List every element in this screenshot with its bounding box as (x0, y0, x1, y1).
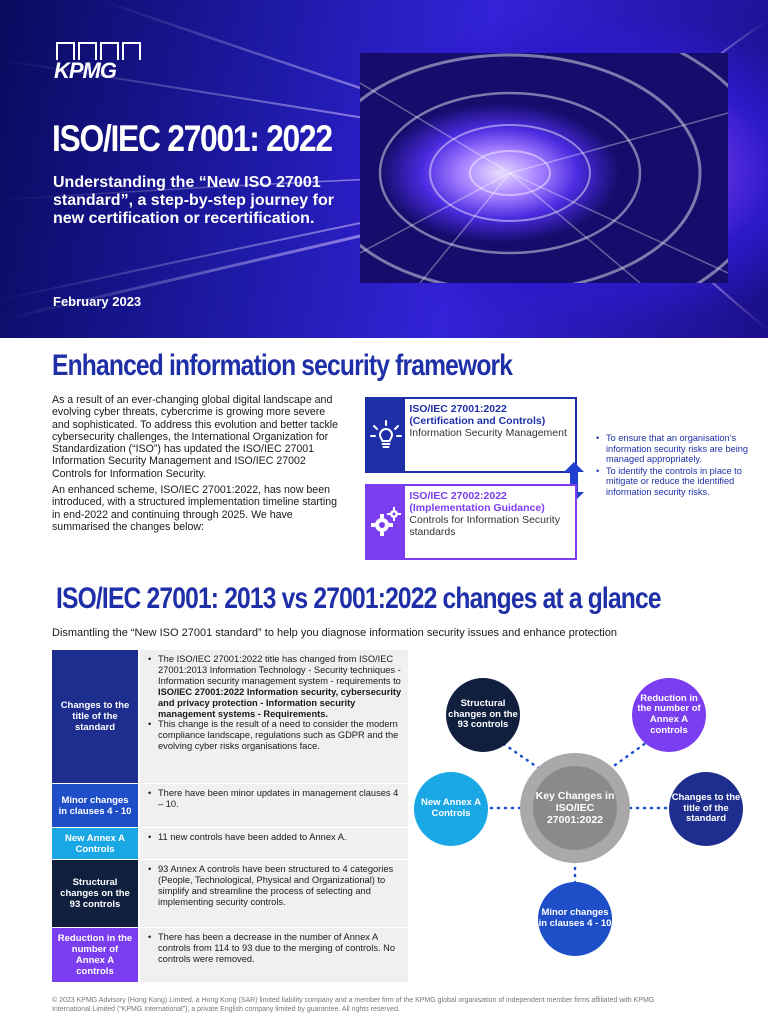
diagram-node-label: New Annex A Controls (420, 797, 481, 819)
framework-purpose-list (596, 433, 758, 499)
kpmg-logo-text: KPMG (54, 58, 116, 83)
change-description (138, 650, 408, 783)
section-intro: Dismantling the “New ISO 27001 standard” to help you diagnose information security issues and enhance protection (52, 627, 617, 639)
framework-desc: Controls for Information Security standards (409, 514, 560, 538)
section-heading-changes: ISO/IEC 27001: 2013 vs 27001:2022 changes at a glance (56, 582, 661, 615)
changes-table-row (52, 928, 408, 983)
framework-title: ISO/IEC 27002:2022 (Implementation Guidance) (409, 490, 545, 514)
change-description-item: • There have been minor updates in management clauses 4 – 10. (148, 788, 402, 810)
footer-copyright: © 2023 KPMG Advisory (Hong Kong) Limited, a Hong Kong (SAR) limited liability company and a member firm of the KPMG global organisation of independent member firms affiliated with KPMG International Limited (“KPMG International”), a private English company limited by guarantee. All rights reserved. (52, 997, 655, 1013)
page-subtitle: Understanding the “New ISO 27001 standard”, a step-by-step journey for new certification or recertification. (53, 174, 334, 227)
publication-date: February 2023 (53, 294, 142, 309)
change-category-label: New Annex A Controls (52, 828, 138, 859)
changes-table-row (52, 650, 408, 784)
section-heading-framework: Enhanced information security framework (52, 349, 513, 382)
changes-table-row (52, 828, 408, 860)
lightbulb-gear-icon (367, 399, 405, 471)
change-category-label: Reduction in the number of Annex A controls (52, 928, 138, 982)
change-description (138, 928, 408, 982)
change-description (138, 860, 408, 927)
change-description-item: • There has been a decrease in the number of Annex A controls from 114 to 93 due to the merging of controls. No controls were removed. (148, 932, 402, 965)
intro-paragraph: As a result of an ever-changing global digital landscape and evolving cyber threats, cybercrime is growing more severe and sophisticated. To address this evolution and better tackle cybersecurity challenges, the International Organization for Standardization (“ISO”) has updated the ISO/IEC 27001 Information Security Management and ISO/IEC 27002 Controls for Information Security. (52, 394, 339, 480)
change-description-item: • 11 new controls have been added to Annex A. (148, 832, 402, 843)
diagram-center-ring (520, 753, 630, 863)
change-category-label: Changes to the title of the standard (52, 650, 138, 783)
key-changes-diagram (410, 668, 768, 968)
framework-box-27001 (365, 397, 577, 473)
intro-paragraph: An enhanced scheme, ISO/IEC 27001:2022, has now been introduced, with a structured implementation timeline starting in end-2022 and continuing through 2025. We have summarised the changes below: (52, 484, 337, 533)
change-description (138, 784, 408, 827)
diagram-node-label: Minor changes in clauses 4 - 10 (538, 907, 612, 929)
change-category-label: Minor changes in clauses 4 - 10 (52, 784, 138, 827)
diagram-node-minor-changes (538, 882, 612, 956)
change-category-label: Structural changes on the 93 controls (52, 860, 138, 927)
page-title: ISO/IEC 27001: 2022 (52, 118, 332, 159)
kpmg-logo (54, 42, 144, 82)
diagram-node-label: Structural changes on the 93 controls (448, 698, 518, 731)
diagram-center-label: Key Changes in ISO/IEC 27001:2022 (535, 790, 615, 826)
framework-box-27002 (365, 484, 577, 560)
change-description (138, 828, 408, 859)
diagram-node-structural (446, 678, 520, 752)
framework-purpose-item: • To identify the controls in place to mitigate or reduce the identified information security risks. (596, 466, 758, 498)
diagram-node-reduction (632, 678, 706, 752)
intro-text (52, 394, 344, 537)
change-description-item: • 93 Annex A controls have been structured to 4 categories (People, Technological, Physical and Organizational) to simplify and streamline the process of selecting and implementing security controls. (148, 864, 402, 908)
diagram-center-node (533, 766, 617, 850)
framework-title: ISO/IEC 27001:2022 (Certification and Controls) (409, 403, 546, 427)
diagram-node-label: Reduction in the number of Annex A controls (637, 692, 701, 736)
changes-table-row (52, 860, 408, 928)
gears-icon (367, 486, 405, 558)
changes-table-row (52, 784, 408, 828)
diagram-node-label: Changes to the title of the standard (671, 792, 741, 825)
change-description-item: • This change is the result of a need to consider the modern compliance landscape, regulations such as GDPR and the evolving cyber risks organisations face. (148, 719, 402, 752)
hero-tunnel-image (360, 53, 728, 283)
hero-banner (0, 0, 768, 338)
diagram-node-new-controls (414, 772, 488, 846)
framework-purpose-item: • To ensure that an organisation’s information security risks are being managed appropriately. (596, 433, 758, 465)
framework-desc: Information Security Management (409, 427, 567, 439)
diagram-node-title-change (669, 772, 743, 846)
change-description-item: • The ISO/IEC 27001:2022 title has changed from ISO/IEC 27001:2013 Information Technology - Security techniques - Information security management system - requirements to ISO/IEC 27001:2022 Information security, cybersecurity and privacy protection - Information security management systems - Requirements. (148, 654, 402, 719)
changes-table (52, 650, 408, 983)
